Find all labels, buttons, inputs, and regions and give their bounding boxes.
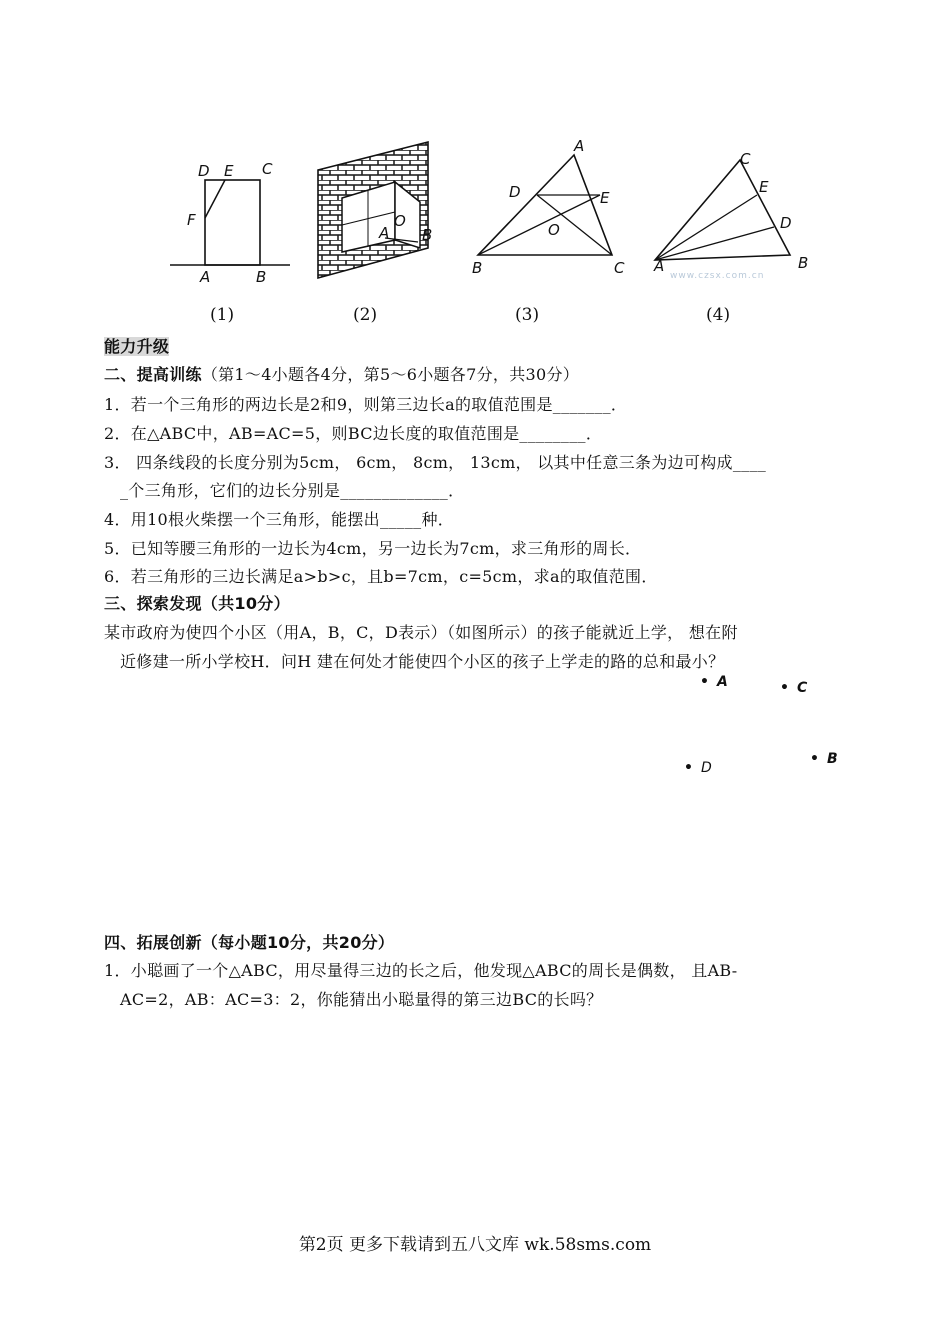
section2-q6: 6．若三角形的三边长满足a>b>c，且b=7cm，c=5cm，求a的取值范围． (104, 567, 658, 586)
fig4-label-A: A (654, 257, 665, 275)
fig3-label-E: E (600, 189, 610, 207)
fig1-label-C: C (262, 160, 273, 178)
fig3-label-O: O (548, 221, 560, 239)
fig4-label-B: B (798, 254, 809, 272)
page-footer: 第2页 更多下载请到五八文库 wk.58sms.com (298, 1235, 652, 1255)
figure-2 (310, 130, 440, 290)
section2-q3-line1: 3． 四条线段的长度分别为5cm， 6cm， 8cm， 13cm， 以其中任意三条为边可构成____ (104, 453, 767, 472)
section3-text-line1: 某市政府为使四个小区（用A，B，C，D表示）（如图所示）的孩子能就近上学， 想在附 (104, 623, 738, 642)
fig1-label-D: D (198, 162, 210, 180)
fig4-label-C: C (740, 150, 751, 168)
fig1-label-F: F (187, 211, 196, 229)
section2-q3-line2: _个三角形，它们的边长分别是_____________． (120, 481, 465, 500)
fig4-label-E: E (759, 178, 769, 196)
section4-heading: 四、拓展创新（每小题10分，共20分） (104, 933, 395, 952)
figure-1 (160, 150, 300, 290)
fig1-label-A: A (200, 268, 211, 286)
section2-heading: 二、提高训练 (104, 365, 202, 384)
point-A: • A (700, 674, 728, 690)
section4-q1-line2: AC=2，AB：AC=3：2，你能猜出小聪量得的第三边BC的长吗？ (120, 990, 603, 1009)
fig1-label-E: E (224, 162, 234, 180)
fig2-label-B: B (422, 226, 433, 244)
point-D: • D (684, 760, 712, 776)
fig2-label-O: O (394, 212, 406, 230)
section3-text-line2: 近修建一所小学校H．问H 建在何处才能使四个小区的孩子上学走的路的总和最小？ (120, 652, 725, 671)
section4-q1-line1: 1．小聪画了一个△ABC，用尽量得三边的长之后，他发现△ABC的周长是偶数， 且AB- (104, 961, 738, 980)
figure-1-caption: (1) (210, 305, 235, 325)
fig2-label-A: A (379, 224, 390, 242)
section2-q2: 2．在△ABC中，AB=AC=5，则BC边长度的取值范围是________． (104, 424, 603, 443)
section2-q1: 1．若一个三角形的两边长是2和9，则第三边长a的取值范围是_______． (104, 395, 628, 414)
figure-4 (640, 140, 820, 290)
fig1-label-B: B (256, 268, 267, 286)
fig4-label-D: D (780, 214, 792, 232)
figure-3-caption: (3) (515, 305, 540, 325)
figure-2-caption: (2) (353, 305, 378, 325)
section2-heading-line (104, 362, 579, 385)
fig3-label-A: A (574, 137, 585, 155)
point-B: • B (810, 751, 838, 767)
fig3-label-C: C (614, 259, 625, 277)
figure-4-caption: (4) (706, 305, 731, 325)
section2-q5: 5．已知等腰三角形的一边长为4cm，另一边长为7cm，求三角形的周长． (104, 539, 642, 558)
point-C: • C (780, 680, 808, 696)
fig3-label-D: D (509, 183, 521, 201)
section-ability-heading: 能力升级 (104, 337, 170, 356)
fig4-watermark: www.czsx.com.cn (670, 271, 765, 281)
fig3-label-B: B (472, 259, 483, 277)
section2-q4: 4．用10根火柴摆一个三角形，能摆出_____种． (104, 510, 455, 529)
section2-note: （第1～4小题各4分，第5～6小题各7分，共30分） (201, 365, 580, 384)
section3-heading: 三、探索发现（共10分） (104, 594, 290, 613)
figure-3 (462, 135, 642, 285)
